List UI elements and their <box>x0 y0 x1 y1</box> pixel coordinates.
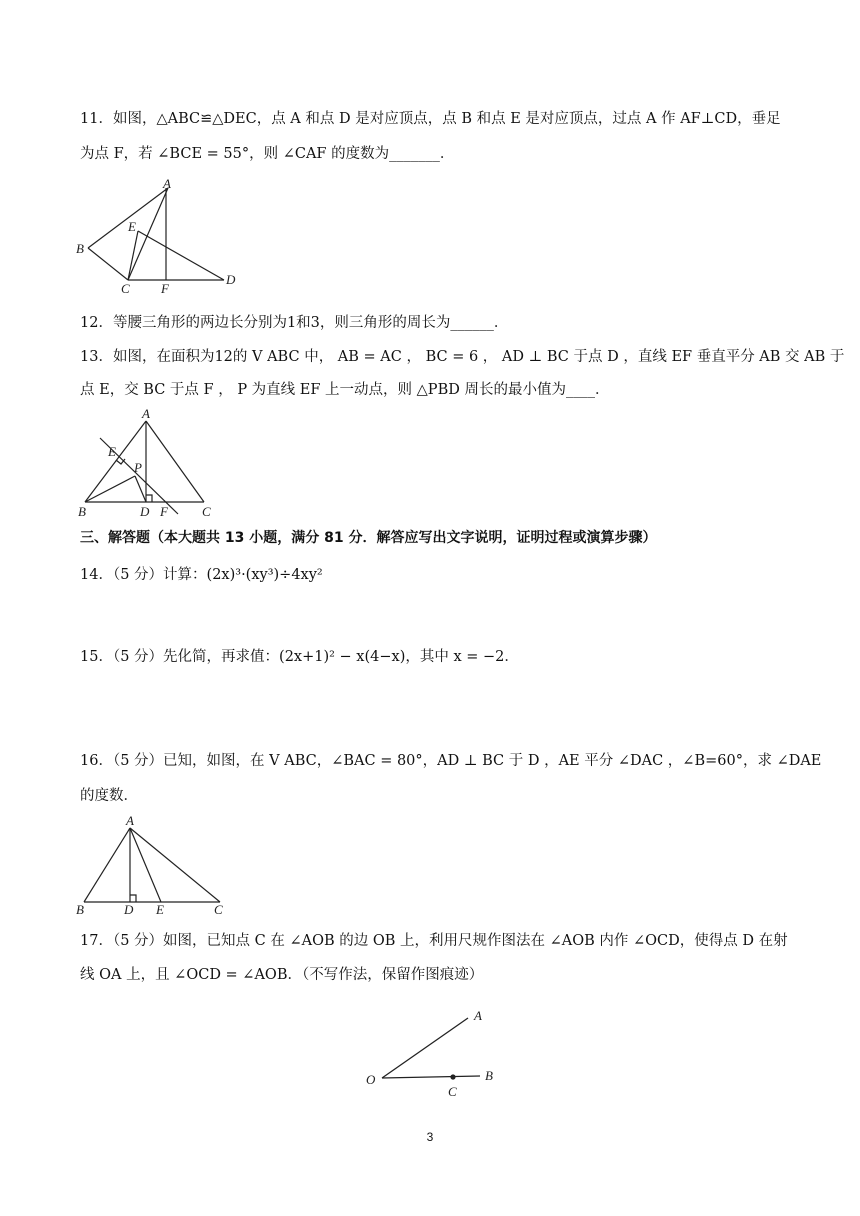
q16-label-b: B <box>76 902 84 917</box>
q14-text-line1: 14．（5 分）计算：(2x)³·(xy³)÷4xy² <box>80 567 323 583</box>
q13-label-c: C <box>202 504 211 519</box>
q11-label-f: F <box>161 281 169 296</box>
q16-label-a: A <box>126 814 134 828</box>
q17-text-line1: 17．（5 分）如图，已知点 C 在 ∠AOB 的边 OB 上，利用尺规作图法在 ∠AOB 内作 ∠OCD，使得点 D 在射 <box>80 933 788 949</box>
q15-text-line1: 15．（5 分）先化简，再求值：(2x+1)² − x(4−x)，其中 x = −2． <box>80 649 519 665</box>
q16-label-e: E <box>156 902 164 917</box>
q13-label-d: D <box>140 504 150 519</box>
q13-figure <box>70 406 230 520</box>
q16-label-c: C <box>214 902 223 917</box>
q16-text-line2: 的度数． <box>80 788 138 804</box>
q16-figure <box>70 814 235 918</box>
page-number: 3 <box>426 1130 434 1144</box>
q11-label-b: B <box>76 241 84 256</box>
q12-text-line1: 12．等腰三角形的两边长分别为1和3，则三角形的周长为______． <box>80 315 509 331</box>
q17-label-b: B <box>485 1068 493 1083</box>
q13-label-b: B <box>78 504 86 519</box>
q11-text-line1: 11．如图，△ABC≌△DEC，点 A 和点 D 是对应顶点，点 B 和点 E 是对应顶点，过点 A 作 AF⊥CD，垂足 <box>80 111 781 127</box>
q11-label-e: E <box>128 219 136 234</box>
q13-label-p: P <box>134 460 142 475</box>
q16-text-line1: 16．（5 分）已知，如图，在 V ABC，∠BAC = 80°，AD ⊥ BC 于 D ，AE 平分 ∠DAC ，∠B=60°，求 ∠DAE <box>80 753 822 769</box>
q13-text-line2: 点 E，交 BC 于点 F ， P 为直线 EF 上一动点，则 △PBD 周长的最小值为____． <box>80 382 610 398</box>
q11-figure <box>70 176 250 298</box>
q13-text-line1: 13．如图，在面积为12的 V ABC 中， AB = AC ， BC = 6 ， AD ⊥ BC 于点 D ，直线 EF 垂直平分 AB 交 AB 于 <box>80 349 845 365</box>
q11-label-a: A <box>163 176 171 191</box>
q13-label-a: A <box>142 406 150 421</box>
q13-label-e: E <box>108 444 116 459</box>
q17-text-line2: 线 OA 上，且 ∠OCD = ∠AOB．（不写作法，保留作图痕迹） <box>80 967 484 983</box>
q17-figure <box>360 1000 510 1100</box>
q17-point-c <box>450 1074 455 1079</box>
q17-label-c: C <box>448 1084 457 1099</box>
q11-label-c: C <box>121 281 130 296</box>
q11-label-d: D <box>226 272 236 287</box>
q16-label-d: D <box>124 902 134 917</box>
section-3-title: 三、解答题（本大题共 13 小题，满分 81 分．解答应写出文字说明，证明过程或演算步骤） <box>80 530 657 546</box>
q13-label-f: F <box>160 504 168 519</box>
q17-label-a: A <box>474 1008 482 1023</box>
q11-text-line2: 为点 F，若 ∠BCE = 55°，则 ∠CAF 的度数为_______． <box>80 146 455 162</box>
q17-label-o: O <box>366 1072 376 1087</box>
